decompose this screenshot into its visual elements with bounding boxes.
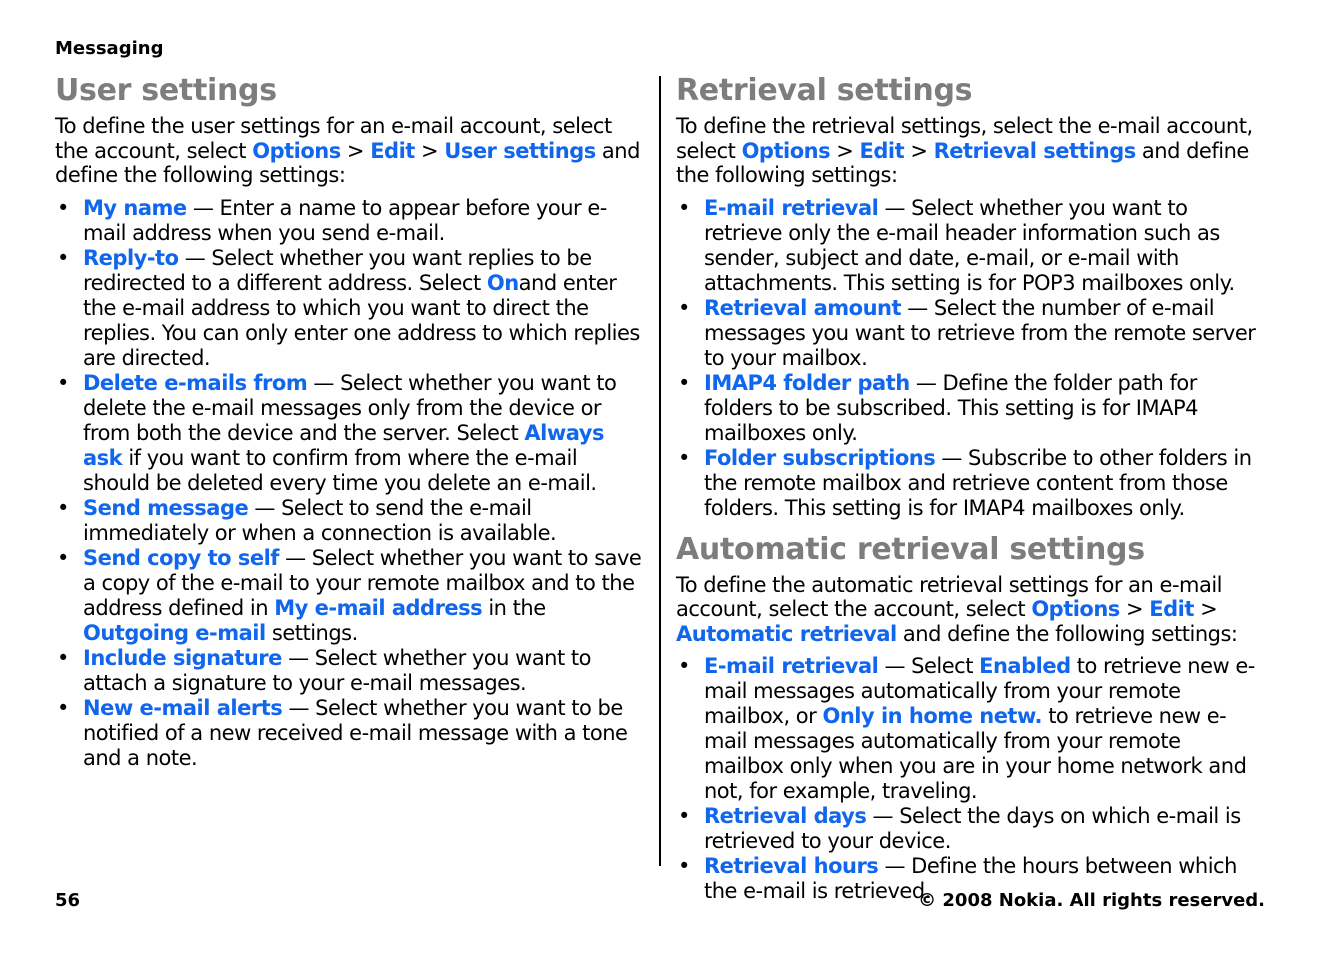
setting-description: — Select to send the e-mail immediately or when a connection is available. (83, 495, 557, 545)
edit-keyword: Edit (859, 138, 905, 163)
setting-name: My name (83, 195, 187, 220)
user-settings-intro (55, 114, 645, 188)
setting-description: — Select (878, 654, 980, 678)
retrieval-settings-intro (676, 114, 1266, 188)
intro-text: To define the automatic retrieval settings for an e-mail account, select the account, select (676, 572, 1223, 621)
setting-name: Retrieval hours (704, 854, 879, 878)
bullet: • (57, 370, 69, 395)
option-keyword: My e-mail address (274, 595, 483, 620)
list-item (55, 196, 645, 246)
list-item (55, 496, 645, 546)
options-keyword: Options (252, 138, 341, 163)
edit-keyword: Edit (370, 138, 415, 163)
automatic-retrieval-intro (676, 573, 1266, 647)
bullet: • (57, 645, 69, 670)
list-item (676, 296, 1266, 371)
setting-description: and enter the e-mail address to which you want to direct the replies. You can only enter one address to which replies are directed. (83, 270, 640, 370)
setting-description: to retrieve new e-mail messages automatically from your remote mailbox, or (704, 654, 1255, 728)
option-keyword: Always ask (83, 420, 604, 470)
left-column (55, 72, 645, 771)
user-settings-keyword: User settings (444, 138, 596, 163)
retrieval-settings-list (676, 196, 1266, 521)
setting-name: Folder subscriptions (704, 445, 936, 470)
bullet: • (678, 195, 690, 220)
bullet: • (678, 370, 690, 395)
setting-description: — Subscribe to other folders in the remote mailbox and retrieve content from those folders. This setting is for IMAP4 mailboxes only. (704, 445, 1252, 520)
bullet: • (57, 245, 69, 270)
setting-description: — Define the folder path for folders to be subscribed. This setting is for IMAP4 mailboxes only. (704, 370, 1198, 445)
setting-name: Retrieval amount (704, 295, 902, 320)
list-item (55, 246, 645, 371)
list-item (676, 371, 1266, 446)
list-item (55, 546, 645, 646)
setting-name: E-mail retrieval (704, 195, 879, 220)
setting-description: — Select whether you want replies to be redirected to a different address. Select (83, 245, 592, 295)
list-item (55, 696, 645, 771)
right-column (676, 72, 1266, 904)
options-keyword: Options (741, 138, 831, 163)
list-item (55, 371, 645, 496)
setting-name: Include signature (83, 645, 282, 670)
setting-description: settings. (265, 620, 358, 645)
list-item (676, 196, 1266, 296)
edit-keyword: Edit (1149, 597, 1194, 621)
path-separator: > (1193, 597, 1218, 621)
bullet: • (678, 295, 690, 320)
option-keyword: Enabled (979, 654, 1071, 678)
setting-description: — Select whether you want to be notified of a new received e-mail message with a tone and a note. (83, 695, 628, 770)
user-settings-list (55, 196, 645, 771)
list-item (55, 646, 645, 696)
column-divider (659, 76, 661, 866)
setting-name: Retrieval days (704, 804, 867, 828)
setting-description: — Select whether you want to save a copy of the e-mail to your remote mailbox and to the address defined in (83, 545, 642, 620)
list-item (676, 446, 1266, 521)
retrieval-settings-keyword: Retrieval settings (933, 138, 1136, 163)
setting-name: E-mail retrieval (704, 654, 879, 678)
setting-name: IMAP4 folder path (704, 370, 910, 395)
bullet: • (57, 545, 69, 570)
bullet: • (678, 445, 690, 470)
path-separator: > (414, 138, 445, 163)
retrieval-settings-heading: Retrieval settings (676, 73, 973, 108)
intro-text: To define the user settings for an e-mail account, select the account, select (55, 114, 612, 163)
setting-description: — Select the number of e-mail messages you want to retrieve from the remote server to your mailbox. (704, 295, 1256, 370)
setting-description: — Define the hours between which the e-mail is retrieved. (704, 854, 1237, 903)
copyright-notice: © 2008 Nokia. All rights reserved. (918, 890, 1265, 911)
path-separator: > (904, 138, 934, 163)
setting-description: — Select whether you want to retrieve only the e-mail header information such as sender, subject and date, e-mail, or e-mail with attachments. This setting is for POP3 mailboxes only. (704, 195, 1235, 295)
intro-text: and define the following settings: (55, 138, 640, 187)
user-settings-heading: User settings (55, 73, 277, 108)
setting-name: Reply-to (83, 245, 179, 270)
setting-name: New e-mail alerts (83, 695, 283, 720)
setting-description: if you want to confirm from where the e-mail should be deleted every time you delete an e-mail. (83, 445, 597, 495)
bullet: • (57, 695, 69, 720)
setting-name: Delete e-mails from (83, 370, 308, 395)
automatic-retrieval-heading: Automatic retrieval settings (676, 531, 1145, 567)
automatic-retrieval-list (676, 654, 1266, 904)
path-separator: > (830, 138, 860, 163)
list-item (676, 654, 1266, 804)
setting-description: — Enter a name to appear before your e-mail address when you send e-mail. (83, 195, 607, 245)
setting-description: to retrieve new e-mail messages automatically from your remote mailbox only when you are in your home network and not, for example, traveling. (704, 704, 1247, 803)
bullet: • (678, 804, 690, 828)
path-separator: > (340, 138, 371, 163)
bullet: • (57, 195, 69, 220)
setting-description: — Select whether you want to delete the e-mail messages only from the device or from both the device and the server. Select (83, 370, 617, 445)
bullet: • (678, 854, 690, 878)
page-number: 56 (55, 890, 81, 911)
intro-text: To define the retrieval settings, select the e-mail account, select (676, 114, 1253, 163)
list-item (676, 804, 1266, 854)
options-keyword: Options (1031, 597, 1120, 621)
setting-description: in the (482, 595, 546, 620)
setting-name: Send message (83, 495, 249, 520)
path-separator: > (1119, 597, 1150, 621)
bullet: • (678, 654, 690, 678)
automatic-retrieval-keyword: Automatic retrieval (676, 621, 897, 646)
setting-name: Send copy to self (83, 545, 279, 570)
bullet: • (57, 495, 69, 520)
option-keyword: On (486, 270, 519, 295)
running-header: Messaging (55, 38, 164, 59)
intro-text: and define the following settings: (676, 138, 1249, 187)
intro-text: and define the following settings: (896, 621, 1238, 646)
option-keyword: Outgoing e-mail (83, 620, 266, 645)
setting-description: — Select the days on which e-mail is retrieved to your device. (704, 804, 1241, 853)
setting-description: — Select whether you want to attach a signature to your e-mail messages. (83, 645, 591, 695)
option-keyword: Only in home netw. (822, 704, 1043, 728)
